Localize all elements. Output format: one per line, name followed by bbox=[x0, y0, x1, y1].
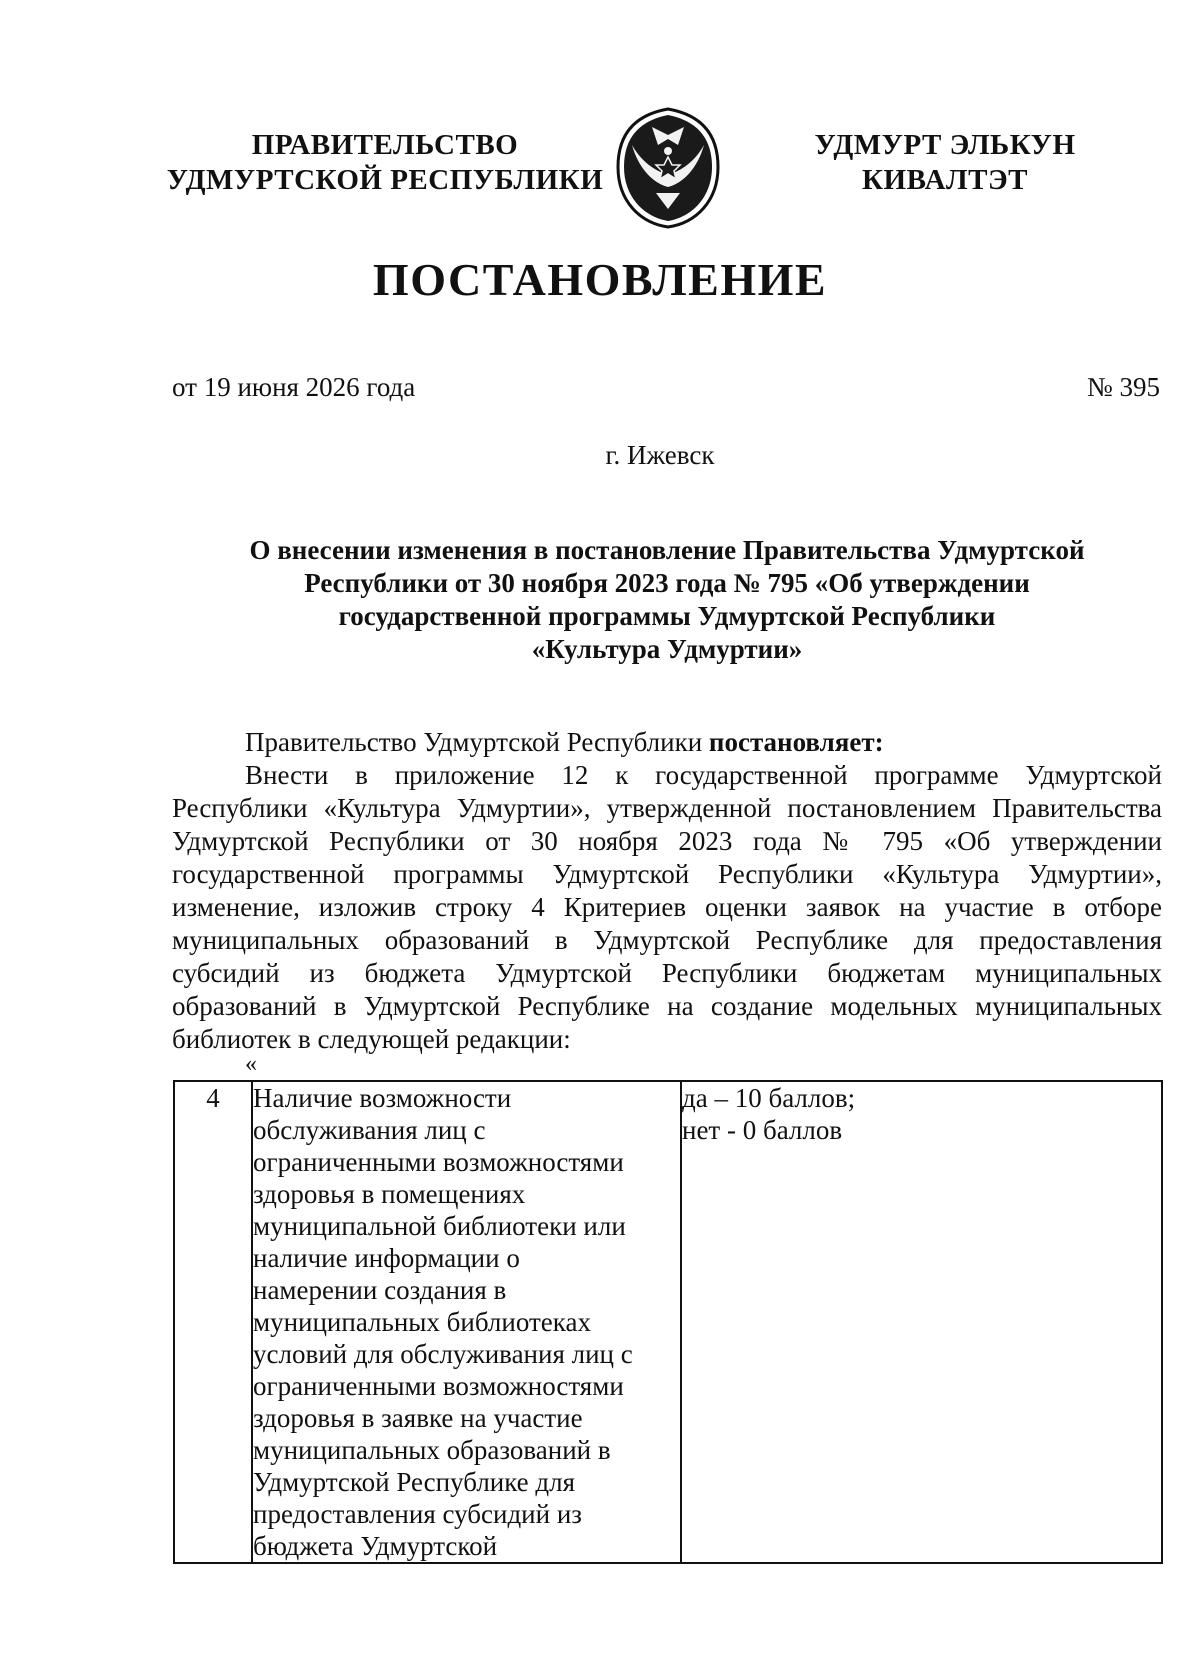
criterion-line: наличие информации о bbox=[253, 1243, 520, 1273]
org-name-udmurt bbox=[800, 128, 1090, 198]
opening-quote: « bbox=[245, 1051, 257, 1077]
criterion-line: здоровья в помещениях bbox=[253, 1179, 526, 1209]
title-line: Республики от 30 ноября 2023 года № 795 «Об утверждении bbox=[304, 568, 1030, 598]
document-city: г. Ижевск bbox=[605, 440, 715, 470]
org-name-udmurt-line1: УДМУРТ ЭЛЬКУН bbox=[814, 129, 1076, 161]
document-title bbox=[172, 534, 1162, 666]
score-cell bbox=[681, 1081, 1162, 1563]
resolution-verb: постановляет: bbox=[708, 727, 884, 757]
score-yes: да – 10 баллов; bbox=[682, 1083, 856, 1113]
criterion-line: ограниченными возможностями bbox=[253, 1147, 624, 1177]
criteria-table bbox=[173, 1080, 1163, 1564]
document-date: от 19 июня 2026 года bbox=[172, 372, 416, 402]
row-number-cell: 4 bbox=[174, 1081, 252, 1563]
document-type: ПОСТАНОВЛЕНИЕ bbox=[372, 254, 828, 305]
score-no: нет - 0 баллов bbox=[682, 1115, 843, 1145]
criterion-line: здоровья в заявке на участие bbox=[253, 1403, 583, 1433]
resolution-paragraph: Внести в приложение 12 к государственной программе Удмуртской Республики «Культура Удмуртии», утвержденной постановлением Правительства Удмуртской Республики от 30 ноября 2023 года № 795 «Об утверждении государственной программы Удмуртской Республики «Культура Удмуртии», изменение, изложив строку 4 Критериев оценки заявок на участие в отборе муниципальных образований в Удмуртской Республике для предоставления субсидий из бюджета Удмуртской Республики бюджетам муниципальных образований в Удмуртской Республике на создание модельных муниципальных библиотек в следующей редакции: bbox=[172, 760, 1162, 1054]
org-name-russian bbox=[165, 128, 605, 198]
org-name-russian-line1: ПРАВИТЕЛЬСТВО bbox=[251, 129, 519, 161]
criterion-line: предоставления субсидий из bbox=[253, 1499, 582, 1529]
title-line: государственной программы Удмуртской Республики bbox=[338, 601, 996, 631]
document-number: № 395 bbox=[1086, 372, 1160, 402]
org-name-russian-line2: УДМУРТСКОЙ РЕСПУБЛИКИ bbox=[166, 164, 604, 196]
criterion-line: ограниченными возможностями bbox=[253, 1371, 624, 1401]
org-name-udmurt-line2: КИВАЛТЭТ bbox=[861, 164, 1028, 196]
resolution-subject: Правительство Удмуртской Республики bbox=[245, 727, 709, 757]
table-row bbox=[174, 1081, 1162, 1563]
title-line: «Культура Удмуртии» bbox=[531, 634, 803, 664]
criterion-line: муниципальных образований в bbox=[253, 1435, 611, 1465]
title-line: О внесении изменения в постановление Правительства Удмуртской bbox=[249, 535, 1085, 565]
criterion-line: намерении создания в bbox=[253, 1275, 507, 1305]
criterion-line: муниципальной библиотеки или bbox=[253, 1211, 626, 1241]
document-body bbox=[172, 726, 1162, 1056]
criterion-line: обслуживания лиц с bbox=[253, 1115, 486, 1145]
criterion-cell bbox=[252, 1081, 681, 1563]
criterion-line: бюджета Удмуртской bbox=[253, 1531, 498, 1561]
resolution-intro bbox=[172, 726, 1162, 759]
criterion-line: условий для обслуживания лиц с bbox=[253, 1339, 633, 1369]
criterion-line: Наличие возможности bbox=[253, 1083, 512, 1113]
criterion-line: муниципальных библиотеках bbox=[253, 1307, 591, 1337]
criterion-line: Удмуртской Республике для bbox=[253, 1467, 576, 1497]
coat-of-arms-icon bbox=[612, 105, 724, 231]
